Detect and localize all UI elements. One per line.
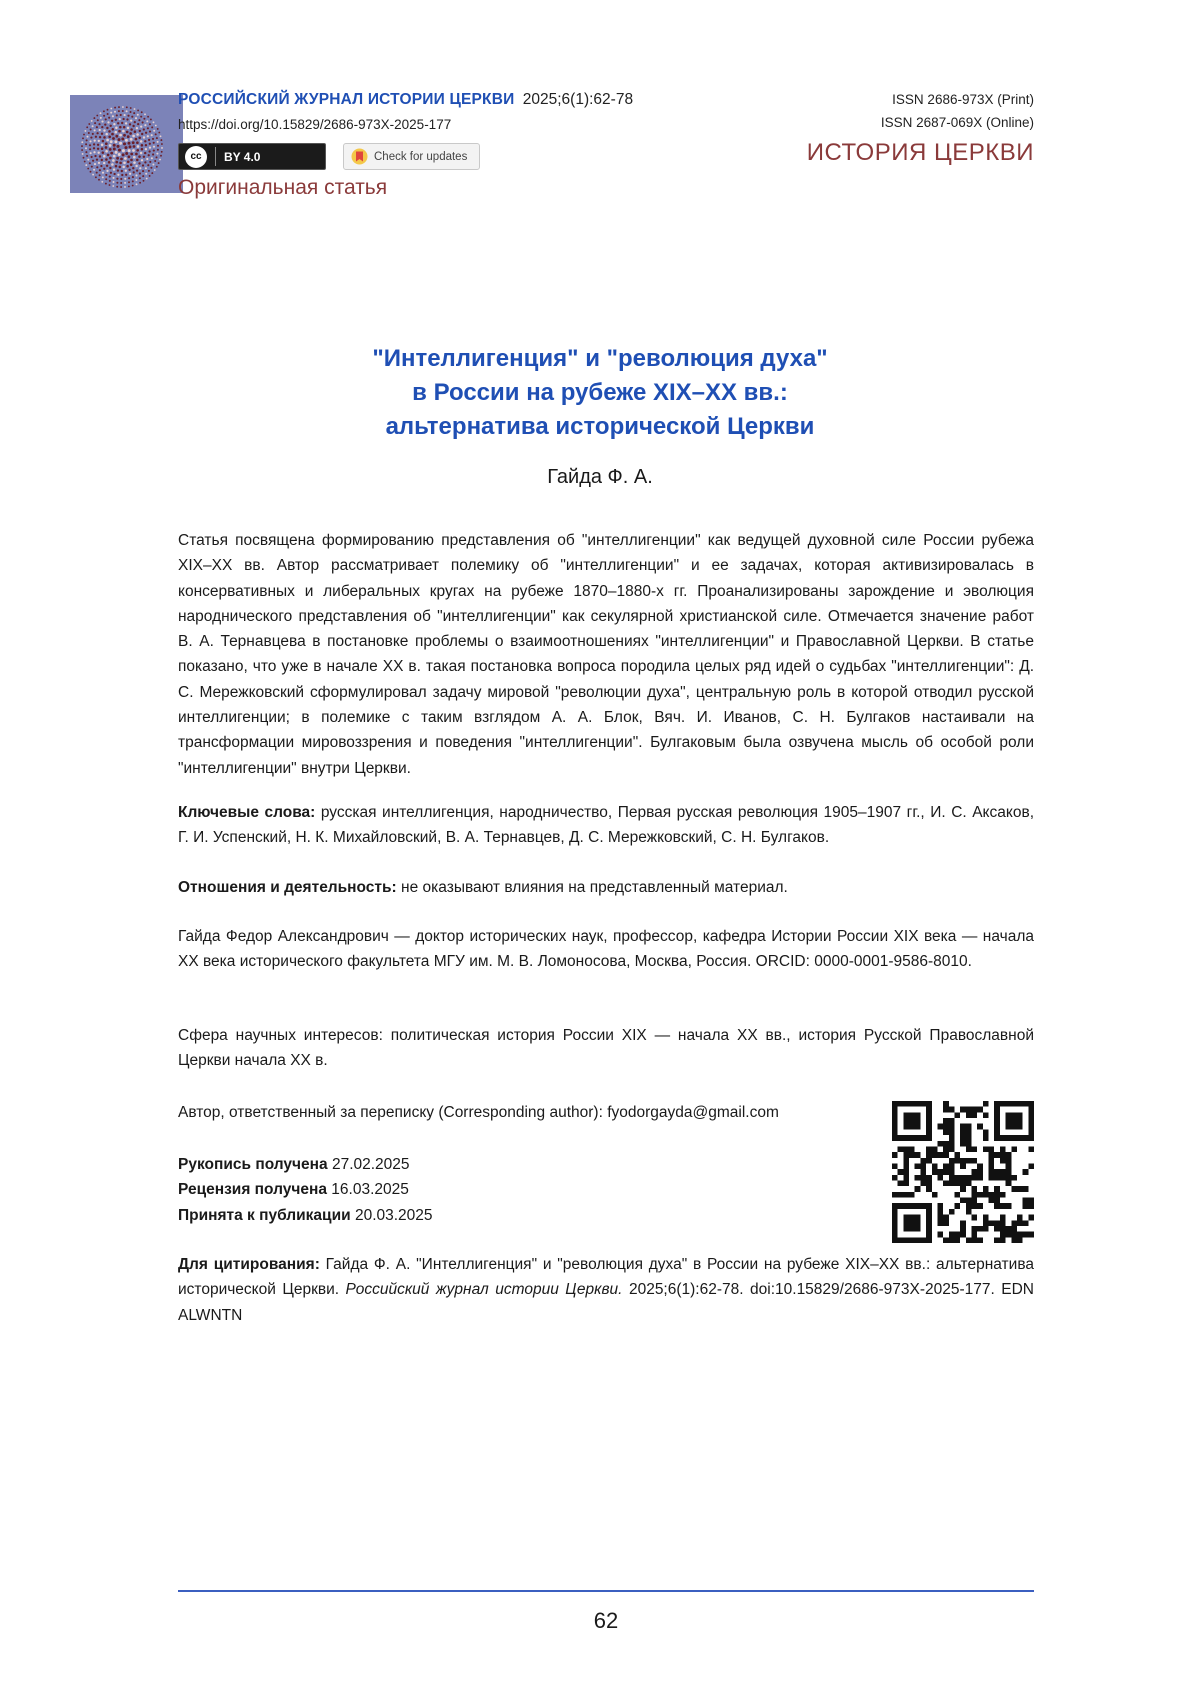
- keywords: [178, 800, 1034, 851]
- section-heading: ИСТОРИЯ ЦЕРКВИ: [806, 139, 1034, 166]
- date-received: [178, 1152, 433, 1177]
- date-reviewed: [178, 1177, 433, 1202]
- qr-code[interactable]: [892, 1101, 1034, 1243]
- cc-license-badge[interactable]: [178, 143, 326, 170]
- relations-text: не оказывают влияния на представленный материал.: [401, 879, 788, 896]
- date-accepted: [178, 1203, 433, 1228]
- doi-link[interactable]: https://doi.org/10.15829/2686-973X-2025-177: [178, 117, 452, 132]
- cc-icon: cc: [185, 146, 207, 168]
- article-dates: [178, 1152, 433, 1228]
- citation-text: Гайда Ф. А. "Интеллигенция" и "революция духа" в России на рубеже XIX–XX вв.: альтернатива исторической Церкви.: [178, 1256, 1034, 1299]
- journal-volume: 2025;6(1):62-78: [522, 91, 634, 108]
- issn-online: ISSN 2687-069X (Online): [880, 115, 1034, 130]
- date-value: 20.03.2025: [354, 1206, 433, 1224]
- article-title-line-3: альтернатива исторической Церкви: [385, 413, 815, 440]
- date-value: 27.02.2025: [331, 1156, 410, 1173]
- license-label: BY 4.0: [224, 149, 261, 164]
- bookmark-icon: [351, 148, 368, 165]
- check-for-updates-badge[interactable]: [343, 143, 480, 170]
- badge-divider: [215, 147, 216, 166]
- conflict-of-interest: [178, 875, 1034, 900]
- issn-print: ISSN 2686-973X (Print): [892, 92, 1034, 107]
- journal-name: РОССИЙСКИЙ ЖУРНАЛ ИСТОРИИ ЦЕРКВИ: [178, 91, 515, 108]
- keywords-text: русская интеллигенция, народничество, Первая русская революция 1905–1907 гг., И. С. Аксаков, Г. И. Успенский, Н. К. Михайловский, В. А. Тернавцев, Д. С. Мережковский, С. Н. Булгаков.: [178, 804, 1034, 847]
- article-title-line-1: "Интеллигенция" и "революция духа": [372, 345, 828, 372]
- article-author: Гайда Ф. А.: [547, 466, 653, 488]
- keywords-label: Ключевые слова:: [178, 804, 316, 821]
- author-info: Гайда Федор Александрович — доктор исторических наук, профессор, кафедра Истории России XIX века — начала XX века исторического факультета МГУ им. М. В. Ломоносова, Москва, Россия. ORCID: 0000-0001-9586-8010.: [178, 928, 1034, 971]
- article-title-line-2: в России на рубеже XIX–XX вв.:: [412, 379, 788, 406]
- abstract: Статья посвящена формированию представления об "интеллигенции" как ведущей духовной силе России рубежа XIX–XX вв. Автор рассматривает полемику об "интеллигенции" и ее задачах, которая активизировалась в консервативных и либеральных кругах на рубеже 1870–1880-х гг. Проанализированы зарождение и эволюция народнического представления об "интеллигенции" как секулярной христианской силе. Отмечается значение работ В. А. Тернавцева в постановке проблемы о взаимоотношениях "интеллигенции" и Православной Церкви. В статье показано, что уже в начале XX в. такая постановка вопроса породила целых ряд идей о судьбах "интеллигенции": Д. С. Мережковский сформулировал задачу мировой "революции духа", центральную роль в которой отводил русской интеллигенции; в полемике с таким взглядом А. А. Блок, Вяч. И. Иванов, С. Н. Булгаков настаивали на трансформации мировоззрения и поведения "интеллигенции". Булгаковым была озвучена мысль об особой роли "интеллигенции" внутри Церкви.: [178, 532, 1034, 777]
- research-interests: Сфера научных интересов: политическая история России XIX — начала XX вв., история Русской Православной Церкви начала XX в.: [178, 1027, 1034, 1070]
- journal-logo: [70, 95, 183, 193]
- date-label: Рукопись получена: [178, 1156, 328, 1173]
- article-type: Оригинальная статья: [178, 176, 388, 199]
- page-number: 62: [593, 1608, 619, 1633]
- journal-header: [178, 91, 633, 109]
- citation-journal: Российский журнал истории Церкви.: [345, 1281, 623, 1299]
- date-label: Принята к публикации: [178, 1206, 351, 1224]
- check-for-updates-label: Check for updates: [374, 150, 468, 163]
- footer-rule: [178, 1590, 1034, 1592]
- citation: [178, 1252, 1034, 1328]
- citation-doi: 2025;6(1):62-78. doi:10.15829/2686-973X-2025-177. EDN ALWNTN: [178, 1281, 1034, 1324]
- relations-label: Отношения и деятельность:: [178, 879, 397, 896]
- date-label: Рецензия получена: [178, 1181, 327, 1199]
- date-value: 16.03.2025: [331, 1181, 409, 1199]
- corresponding-author: Автор, ответственный за переписку (Corresponding author): fyodorgayda@gmail.com: [178, 1104, 779, 1121]
- citation-label: Для цитирования:: [178, 1256, 320, 1273]
